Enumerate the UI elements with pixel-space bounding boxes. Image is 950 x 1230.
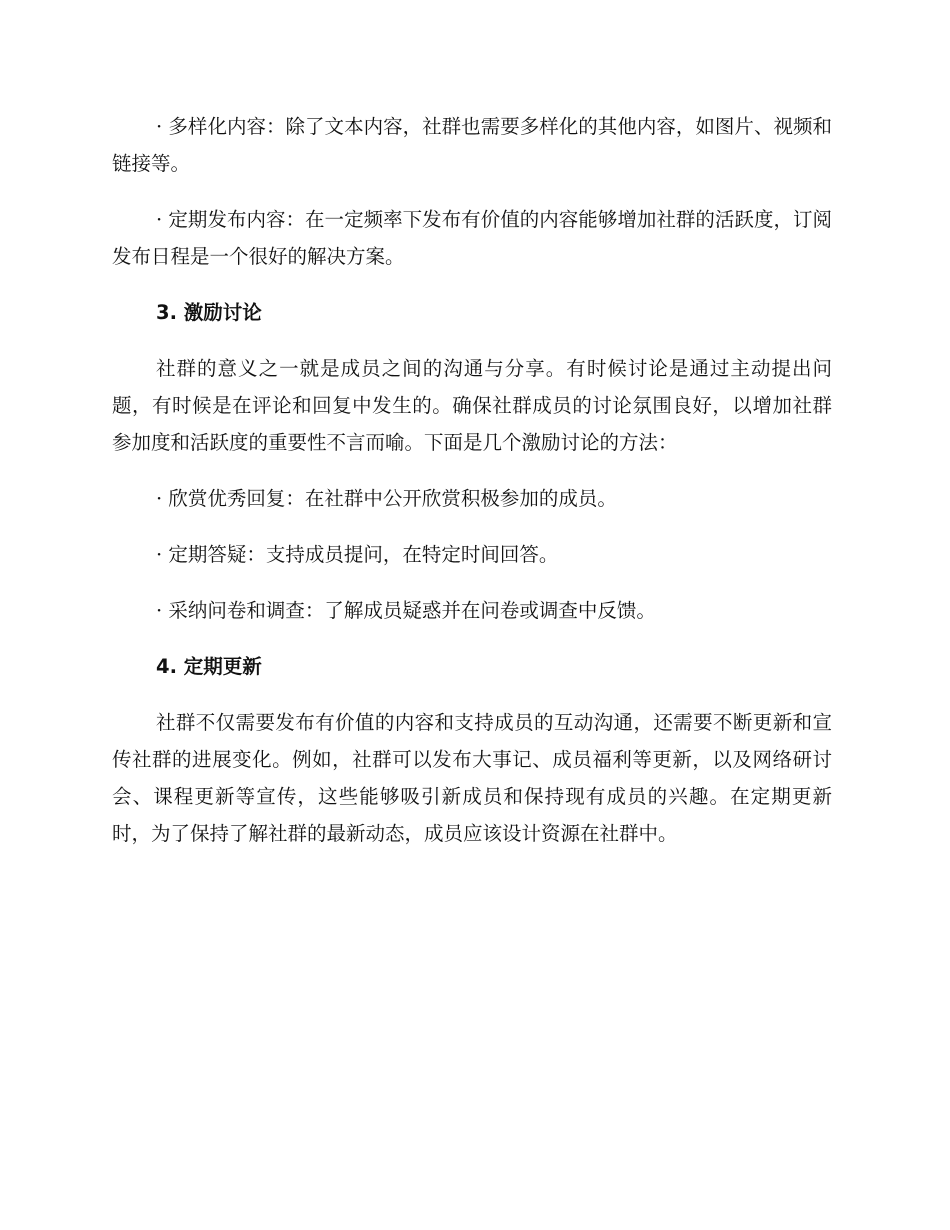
bullet-regular-qa: · 定期答疑：支持成员提问，在特定时间回答。 <box>156 543 559 566</box>
paragraph-updates-body: 社群不仅需要发布有价值的内容和支持成员的互动沟通，还需要不断更新和宣传社群的进展变化。例如，社群可以发布大事记、成员福利等更新，以及网络研讨会、课程更新等宣传，这些能够吸引新成员和保持现有成员的兴趣。在定期更新时，为了保持了解社群的最新动态，成员应该设计资源在社群中。 <box>112 711 832 845</box>
section-heading-encourage-discussion: 3. 激励讨论 <box>156 301 262 324</box>
bullet-diverse-content: · 多样化内容：除了文本内容，社群也需要多样化的其他内容，如图片、视频和链接等。 <box>112 115 832 175</box>
bullet-regular-publishing: · 定期发布内容：在一定频率下发布有价值的内容能够增加社群的活跃度，订阅发布日程是一个很好的解决方案。 <box>112 208 832 268</box>
bullet-appreciate-replies: · 欣赏优秀回复：在社群中公开欣赏积极参加的成员。 <box>156 487 617 510</box>
section-heading-regular-updates: 4. 定期更新 <box>156 655 262 678</box>
paragraph-discussion-intro: 社群的意义之一就是成员之间的沟通与分享。有时候讨论是通过主动提出问题，有时候是在评论和回复中发生的。确保社群成员的讨论氛围良好，以增加社群参加度和活跃度的重要性不言而喻。下面是几个激励讨论的方法： <box>112 357 832 454</box>
bullet-surveys: · 采纳问卷和调查：了解成员疑惑并在问卷或调查中反馈。 <box>156 599 656 622</box>
document-page <box>112 108 832 852</box>
